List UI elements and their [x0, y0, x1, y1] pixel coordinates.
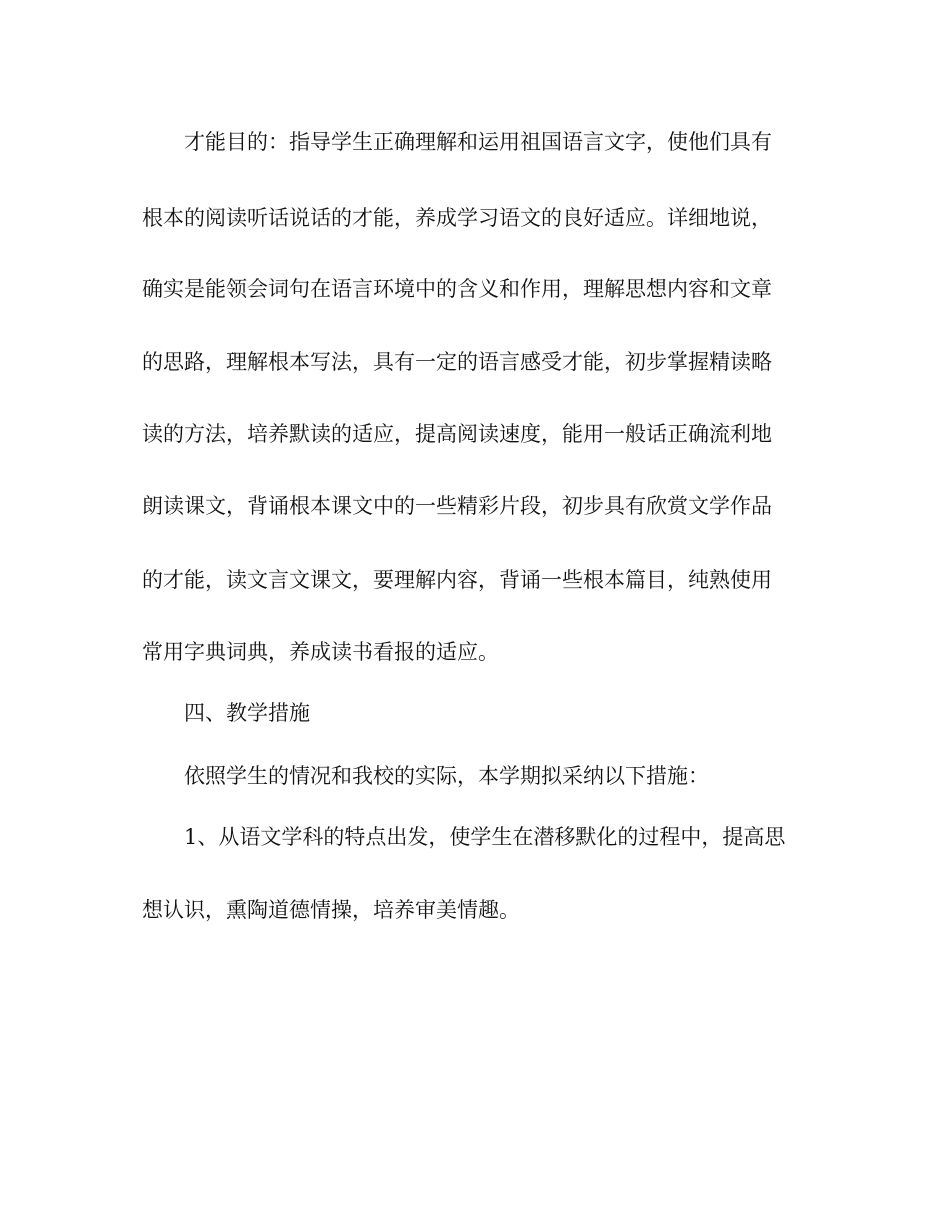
list-item-line: 想认识，熏陶道德情操，培养审美情趣。 [142, 898, 520, 922]
paragraph-line: 才能目的：指导学生正确理解和运用祖国语言文字，使他们具有 [184, 130, 772, 154]
paragraph-line: 朗读课文，背诵根本课文中的一些精彩片段，初步具有欣赏文学作品 [142, 494, 772, 518]
list-item-line: 1、从语文学科的特点出发，使学生在潜移默化的过程中，提高思 [184, 825, 786, 849]
paragraph-line: 常用字典词典，养成读书看报的适应。 [142, 640, 499, 664]
paragraph-line: 的才能，读文言文课文，要理解内容，背诵一些根本篇目，纯熟使用 [142, 568, 772, 592]
section-heading: 四、教学措施 [184, 701, 310, 725]
paragraph-line: 依照学生的情况和我校的实际，本学期拟采纳以下措施： [184, 764, 709, 788]
paragraph-line: 的思路，理解根本写法，具有一定的语言感受才能，初步掌握精读略 [142, 350, 772, 374]
paragraph-line: 读的方法，培养默读的适应，提高阅读速度，能用一般话正确流利地 [142, 422, 772, 446]
paragraph-line: 确实是能领会词句在语言环境中的含义和作用，理解思想内容和文章 [142, 277, 772, 301]
paragraph-line: 根本的阅读听话说话的才能，养成学习语文的良好适应。详细地说， [142, 206, 772, 230]
